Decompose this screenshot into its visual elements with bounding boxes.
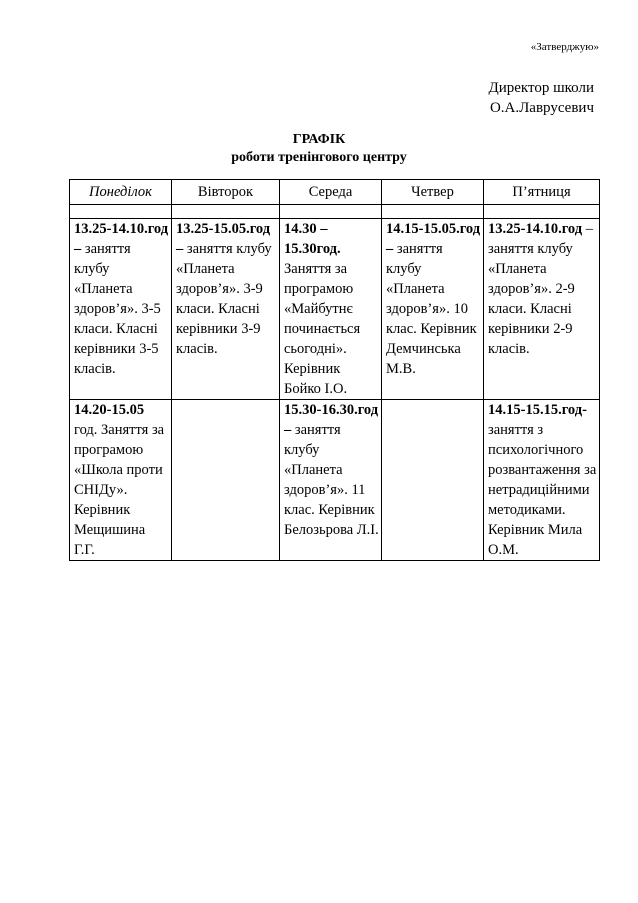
- session-time: 15.30-16.30.год –: [284, 402, 379, 438]
- table-cell: [484, 400, 600, 561]
- table-cell: [172, 400, 280, 561]
- spacer-cell: [484, 205, 600, 219]
- spacer-row: [70, 205, 600, 219]
- header-row: [70, 180, 600, 205]
- column-header-wednesday: Середа: [280, 180, 382, 205]
- table-cell: [70, 219, 172, 400]
- spacer-cell: [70, 205, 172, 219]
- session-details: заняття клубу «Планета здоров’я». 10 клас. Керівник Демчинська М.В.: [386, 241, 477, 377]
- director-title: Директор школи: [488, 80, 594, 96]
- table-cell: [280, 219, 382, 400]
- session-time: 14.20-15.05: [74, 402, 145, 418]
- session-details: – заняття клубу «Планета здоров’я». 2-9 класи. Класні керівники 2-9 класів.: [488, 221, 593, 357]
- spacer-cell: [280, 205, 382, 219]
- column-header-thursday: Четвер: [382, 180, 484, 205]
- session-time: 14.15-15.05.год –: [386, 221, 481, 257]
- session-time: 13.25-14.10.год: [488, 221, 583, 237]
- approval-stamp-text: «Затверджую»: [530, 41, 599, 53]
- session-time: 14.30 – 15.30год.: [284, 221, 341, 257]
- table-cell: [484, 219, 600, 400]
- session-details: заняття клубу «Планета здоров’я». 3-5 класи. Класні керівники 3-5 класів.: [74, 241, 161, 377]
- table-cell: [382, 219, 484, 400]
- table-row: [70, 219, 600, 400]
- session-time: 14.15-15.15.год-: [488, 402, 587, 418]
- column-header-monday: Понеділок: [70, 180, 172, 205]
- table-cell: [382, 400, 484, 561]
- document-title: [0, 131, 638, 167]
- column-header-tuesday: Вівторок: [172, 180, 280, 205]
- table-cell: [172, 219, 280, 400]
- table-row: [70, 400, 600, 561]
- schedule-table: [69, 179, 600, 561]
- session-details: заняття клубу «Планета здоров’я». 11 клас. Керівник Белозьрова Л.І.: [284, 422, 379, 538]
- session-details: год. Заняття за програмою «Школа проти СНІДу». Керівник Мещишина Г.Г.: [74, 422, 165, 558]
- spacer-cell: [382, 205, 484, 219]
- session-details: заняття з психологічного розвантаження за нетрадиційними методиками. Керівник Мила О.М.: [488, 422, 597, 558]
- table-cell: [280, 400, 382, 561]
- title-subheading: роботи тренінгового центру: [231, 150, 407, 165]
- title-heading: ГРАФІК: [292, 132, 346, 147]
- session-time: 13.25-15.05.год –: [176, 221, 271, 257]
- session-details: заняття клубу «Планета здоров’я». 3-9 класи. Класні керівники 3-9 класів.: [176, 241, 272, 357]
- spacer-cell: [172, 205, 280, 219]
- column-header-friday: П’ятниця: [484, 180, 600, 205]
- session-time: 13.25-14.10.год –: [74, 221, 169, 257]
- director-signature-block: [488, 78, 594, 118]
- table-cell: [70, 400, 172, 561]
- session-details: Заняття за програмою «Майбутнє починається сьогодні». Керівник Бойко І.О.: [284, 261, 361, 397]
- director-name: О.А.Лаврусевич: [489, 100, 594, 116]
